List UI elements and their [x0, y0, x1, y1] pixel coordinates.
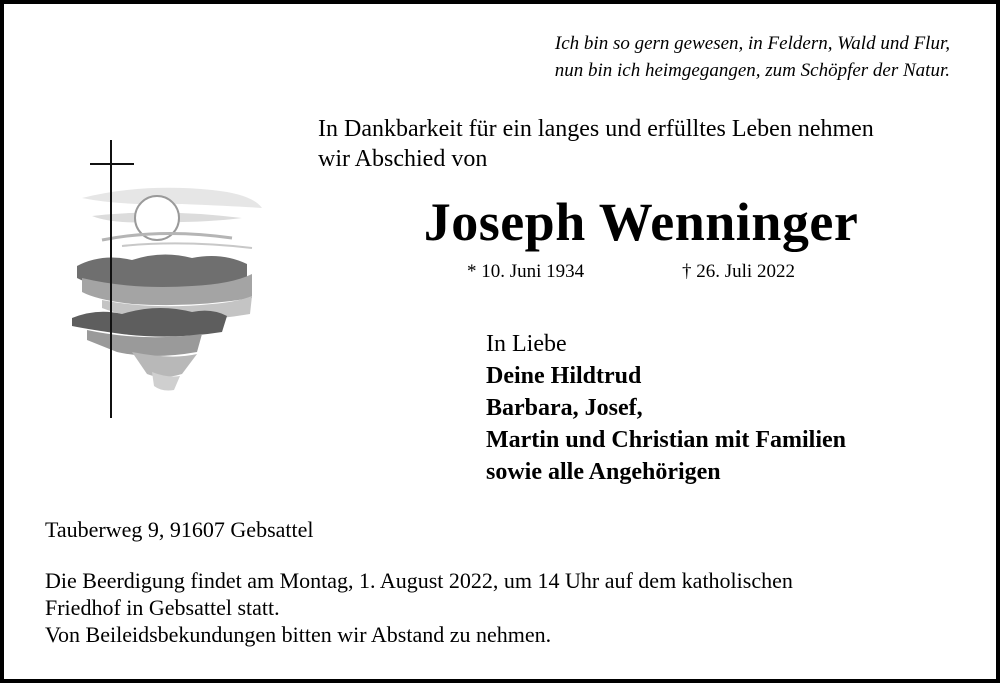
- mourner-name: sowie alle Angehörigen: [486, 459, 721, 485]
- mourners-intro: In Liebe: [486, 331, 567, 357]
- funeral-line-2: Friedhof in Gebsattel statt.: [45, 595, 280, 620]
- mourner-name: Deine Hildtrud: [486, 363, 642, 389]
- birth-date: * 10. Juni 1934: [467, 261, 585, 282]
- intro-text: [318, 114, 874, 174]
- intro-line-2: wir Abschied von: [318, 146, 488, 172]
- funeral-line-1: Die Beerdigung findet am Montag, 1. August 2022, um 14 Uhr auf dem katholischen: [45, 568, 793, 593]
- cross-landscape-artwork: [62, 128, 276, 462]
- deceased-name: Joseph Wenninger: [423, 192, 859, 252]
- intro-line-1: In Dankbarkeit für ein langes und erfülltes Leben nehmen: [318, 116, 874, 142]
- deceased-name-block: [0, 192, 1000, 252]
- mourner-name: Barbara, Josef,: [486, 395, 643, 421]
- motto-line-2: nun bin ich heimgegangen, zum Schöpfer der Natur.: [554, 60, 950, 81]
- death-date: † 26. Juli 2022: [682, 261, 795, 282]
- mourners-list: [486, 328, 846, 488]
- mourner-name: Martin und Christian mit Familien: [486, 427, 847, 453]
- motto-line-1: Ich bin so gern gewesen, in Feldern, Wald und Flur,: [554, 33, 950, 54]
- funeral-line-3: Von Beileidsbekundungen bitten wir Abstand zu nehmen.: [45, 622, 552, 647]
- mourning-address: Tauberweg 9, 91607 Gebsattel: [45, 517, 314, 542]
- funeral-notice: [45, 567, 793, 648]
- motto-verse: [555, 30, 950, 84]
